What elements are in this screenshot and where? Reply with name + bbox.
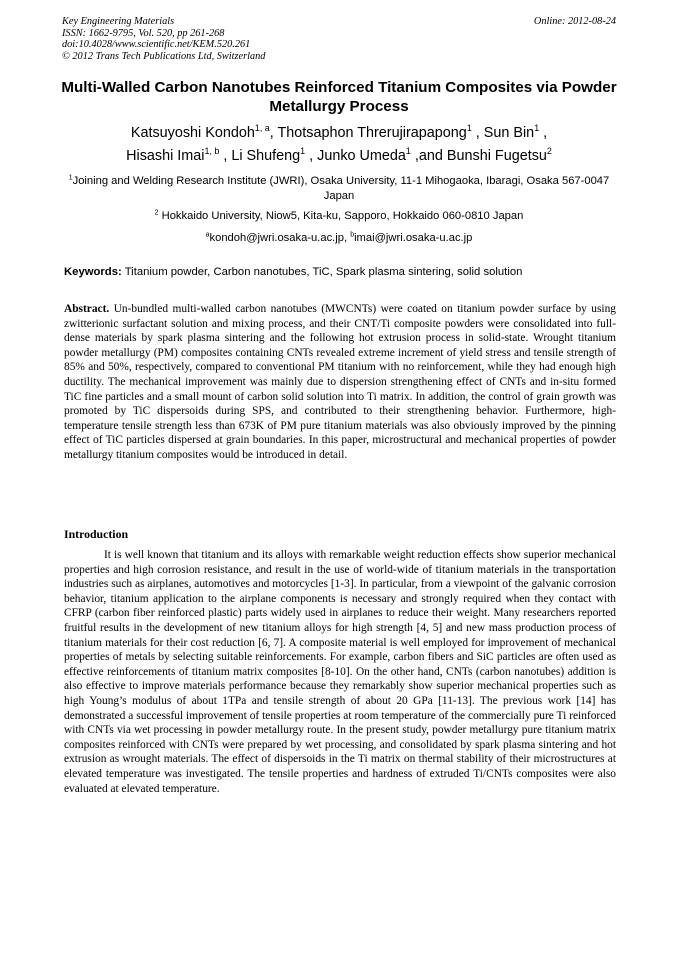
author-affiliation-mark: 1 [534, 123, 540, 134]
author-name: Sun Bin [483, 125, 535, 141]
affiliation-1 [62, 174, 616, 204]
author-affiliation-mark: 2 [546, 146, 552, 157]
affiliation-2 [62, 209, 616, 224]
affiliation-text: Hokkaido University, Niow5, Kita-ku, Sapporo, Hokkaido 060-0810 Japan [158, 210, 524, 222]
author-emails [62, 231, 616, 246]
author-name: Li Shufeng [231, 148, 301, 164]
author-affiliation-mark: 1, a [254, 123, 270, 134]
affiliation-mark: 1 [68, 174, 73, 182]
online-date: Online: 2012-08-24 [533, 16, 616, 27]
author-separator: , [410, 148, 419, 164]
abstract-text: Un-bundled multi-walled carbon nanotubes (MWCNTs) were coated on titanium powder surface by using zwitterionic surfactant solution and mixing process, and their CNT/Ti composite powders were consolidated into full-dense materials by spark plasma sintering and the following hot extrusion process in solid-state. Wrought titanium powder metallurgy (PM) composites containing CNTs revealed extreme increment of yield stress and tensile strength of 85% and 50%, respectively, compared to conventional PM titanium with no reinforcement, while they had enough high ductility. The mechanical improvement was mainly due to dispersion strengthening effect of CNTs and in-situ formed TiC fine particles and a small mount of carbon solid solution into Ti matrix. In addition, the control of grain growth was promoted by TiC dispersoids during SPS, and contributed to their strengthening behavior. Furthermore, high-temperature tensile strength less than 673K of PM pure titanium materials was also obviously improved by the pinning effect of TiC particles dispersed at grain boundaries. In this paper, microstructural and mechanical properties of powder metallurgy titanium composites would be introduced in detail. [64, 303, 616, 461]
abstract [64, 302, 616, 463]
email-kondoh: kondoh@jwri.osaka-u.ac.jp, [209, 232, 351, 244]
author-name: and Bunshi Fugetsu [418, 148, 547, 164]
copyright-line: © 2012 Trans Tech Publications Ltd, Switzerland [62, 50, 266, 62]
author-separator: , [471, 125, 484, 141]
author-name: Hisashi Imai [126, 148, 205, 164]
email-mark: b [350, 231, 355, 239]
author-affiliation-mark: 1 [466, 123, 472, 134]
author-name: Thotsaphon Threrujirapapong [277, 125, 467, 141]
author-separator: , [305, 148, 318, 164]
introduction-paragraph: It is well known that titanium and its alloys with remarkable weight reduction effects show superior mechanical properties and high corrosion resistance, and result in the use of world-wide of titanium materials in the transportation industries such as airplanes, automotives and motorcycles [1-3]. In particular, from a viewpoint of the galvanic corrosion behavior, titanium application to the airplane components is necessary and strongly required when they contact with CFRP (carbon fiber reinforced plastic) parts widely used in airplanes to reduce their weight. Many researchers reported fruitful results in the development of new titanium alloys for high strength [4, 5] and new mass production process of titanium materials for their cost reduction [6, 7]. A composite material is well employed for improvement of mechanical properties of metals by selecting suitable reinforcements. For example, carbon fibers and SiC particles are often used as effective reinforcements of titanium matrix composites [8-10]. On the other hand, CNTs (carbon nanotubes) addition is also effective to improve materials performance because they remarkably show superior mechanical properties such as high Young’s modulus of about 1TPa and tensile strength of about 20 GPa [11-13]. The previous work [14] has demonstrated a successful improvement of tensile properties at room temperature of the commercially pure Ti reinforced with CNTs via wet processing in powder metallurgy route. In the present study, powder metallurgy pure titanium matrix composites reinforced with CNTs were prepared by wet processing, and consolidated by spark plasma sintering and hot extrusion as wrought materials. The effect of dispersoids in the Ti matrix on thermal stability of their microstructures at elevated temperature was investigated. The tensile properties and hardness of extruded Ti/CNTs composites were also evaluated at elevated temperature. [64, 549, 616, 795]
affiliation-mark: 2 [154, 209, 159, 217]
author-affiliation-mark: 1, b [204, 146, 220, 157]
author-list [30, 122, 648, 168]
journal-name: Key Engineering Materials [62, 16, 175, 27]
author-separator: , [219, 148, 232, 164]
introduction-heading: Introduction [64, 527, 129, 541]
affiliation-text: Joining and Welding Research Institute (JWRI), Osaka University, 11-1 Mihogaoka, Ibaragi, Osaka 567-0047 Japan [72, 175, 610, 202]
keywords [64, 265, 616, 280]
email-mark: a [205, 231, 210, 239]
keywords-text: Titanium powder, Carbon nanotubes, TiC, Spark plasma sintering, solid solution [121, 266, 523, 278]
author-name: Junko Umeda [317, 148, 406, 164]
author-separator: , [539, 125, 548, 141]
doi-line: doi:10.4028/www.scientific.net/KEM.520.261 [62, 39, 251, 51]
journal-header [62, 16, 616, 62]
paper-title: Multi-Walled Carbon Nanotubes Reinforced Titanium Composites via Powder Metallurgy Process [61, 79, 617, 115]
author-separator: , [269, 125, 278, 141]
email-imai: imai@jwri.osaka-u.ac.jp [354, 232, 473, 244]
keywords-label: Keywords: [64, 266, 122, 278]
issn-line: ISSN: 1662-9795, Vol. 520, pp 261-268 [62, 27, 225, 39]
author-name: Katsuyoshi Kondoh [130, 125, 255, 141]
author-affiliation-mark: 1 [405, 146, 411, 157]
author-affiliation-mark: 1 [300, 146, 306, 157]
abstract-label: Abstract. [64, 303, 110, 315]
